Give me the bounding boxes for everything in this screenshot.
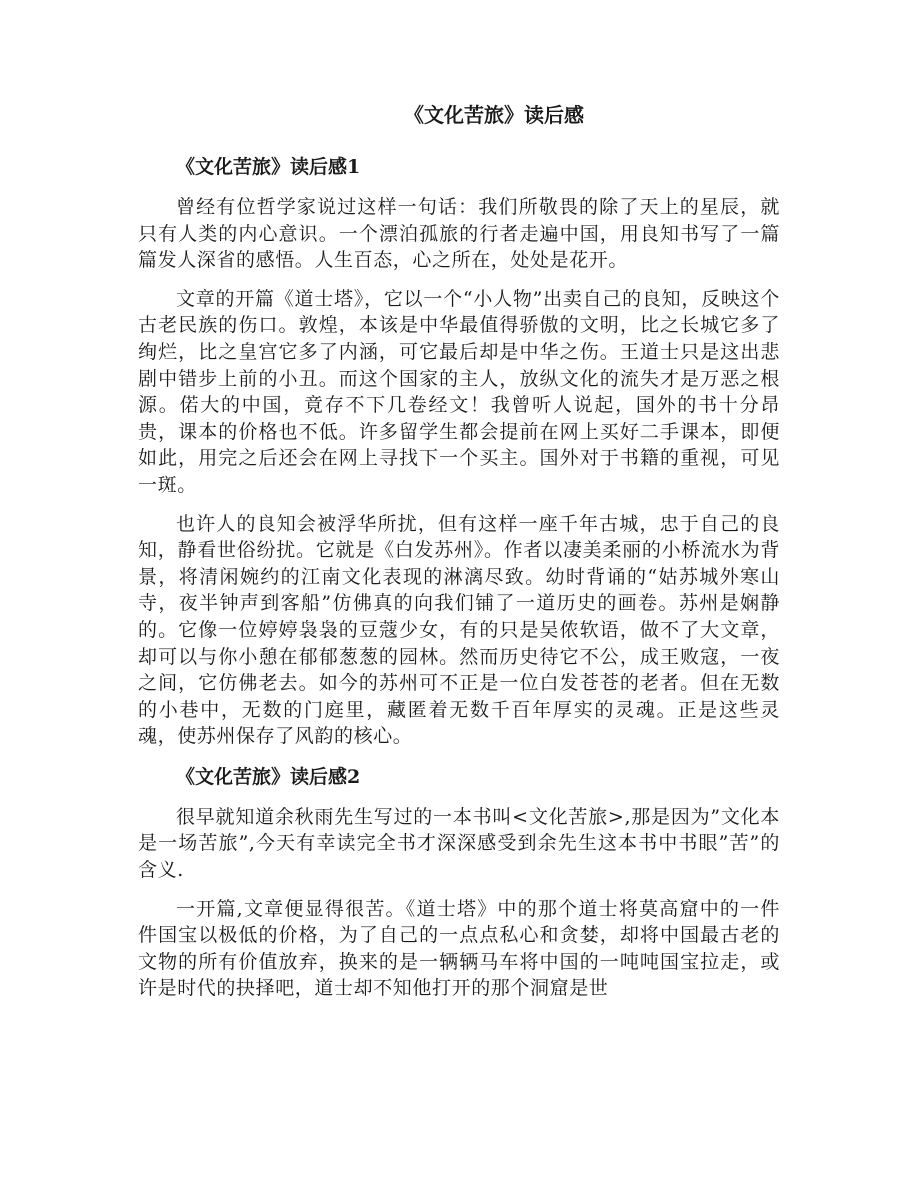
document-title: 《文化苦旅》读后感 <box>404 103 584 127</box>
section-heading: 《文化苦旅》读后感2 <box>176 765 361 788</box>
paragraph: 曾经有位哲学家说过这样一句话：我们所敬畏的除了天上的星辰，就只有人类的内心意识。一个漂泊孤旅的行者走遍中国，用良知书写了一篇篇发人深省的感悟。人生百态，心之所在，处处是花开。 <box>138 196 780 272</box>
document-page <box>138 100 780 1014</box>
paragraph: 文章的开篇《道士塔》，它以一个“小人物”出卖自己的良知，反映这个古老民族的伤口。敦煌，本该是中华最值得骄傲的文明，比之长城它多了绚烂，比之皇宫它多了内涵，可它最后却是中华之伤。王道士只是这出悲剧中错步上前的小丑。而这个国家的主人，放纵文化的流失才是万恶之根源。偌大的中国，竟存不下几卷经文！我曾听人说起，国外的书十分昂贵，课本的价格也不低。许多留学生都会提前在网上买好二手课本，即便如此，用完之后还会在网上寻找下一个买主。国外对于书籍的重视，可见一斑。 <box>138 287 780 496</box>
paragraph: 很早就知道余秋雨先生写过的一本书叫<文化苦旅>,那是因为”文化本是一场苦旅”,今天有幸读完全书才深深感受到余先生这本书中书眼”苦”的含义. <box>138 805 780 882</box>
section-2 <box>138 762 780 1002</box>
paragraph: 一开篇,文章便显得很苦。《道士塔》中的那个道士将莫高窟中的一件件国宝以极低的价格，为了自己的一点点私心和贪婪，却将中国最古老的文物的所有价值放弃，换来的是一辆辆马车将中国的一吨吨国宝拉走，或许是时代的抉择吧，道士却不知他打开的那个洞窟是世 <box>138 897 780 1000</box>
paragraph: 也许人的良知会被浮华所扰，但有这样一座千年古城，忠于自己的良知，静看世俗纷扰。它就是《白发苏州》。作者以凄美柔丽的小桥流水为背景，将清闲婉约的江南文化表现的淋漓尽致。幼时背诵的“姑苏城外寒山寺，夜半钟声到客船”仿佛真的向我们铺了一道历史的画卷。苏州是娴静的。它像一位婷婷袅袅的豆蔻少女，有的只是吴侬软语，做不了大文章，却可以与你小憩在郁郁葱葱的园林。然而历史待它不公，成王败寇，一夜之间，它仿佛老去。如今的苏州可不正是一位白发苍苍的老者。但在无数的小巷中，无数的门庭里，藏匿着无数千百年厚实的灵魂。正是这些灵魂，使苏州保存了风韵的核心。 <box>138 512 780 748</box>
section-heading: 《文化苦旅》读后感1 <box>176 156 361 178</box>
section-1 <box>138 152 780 750</box>
